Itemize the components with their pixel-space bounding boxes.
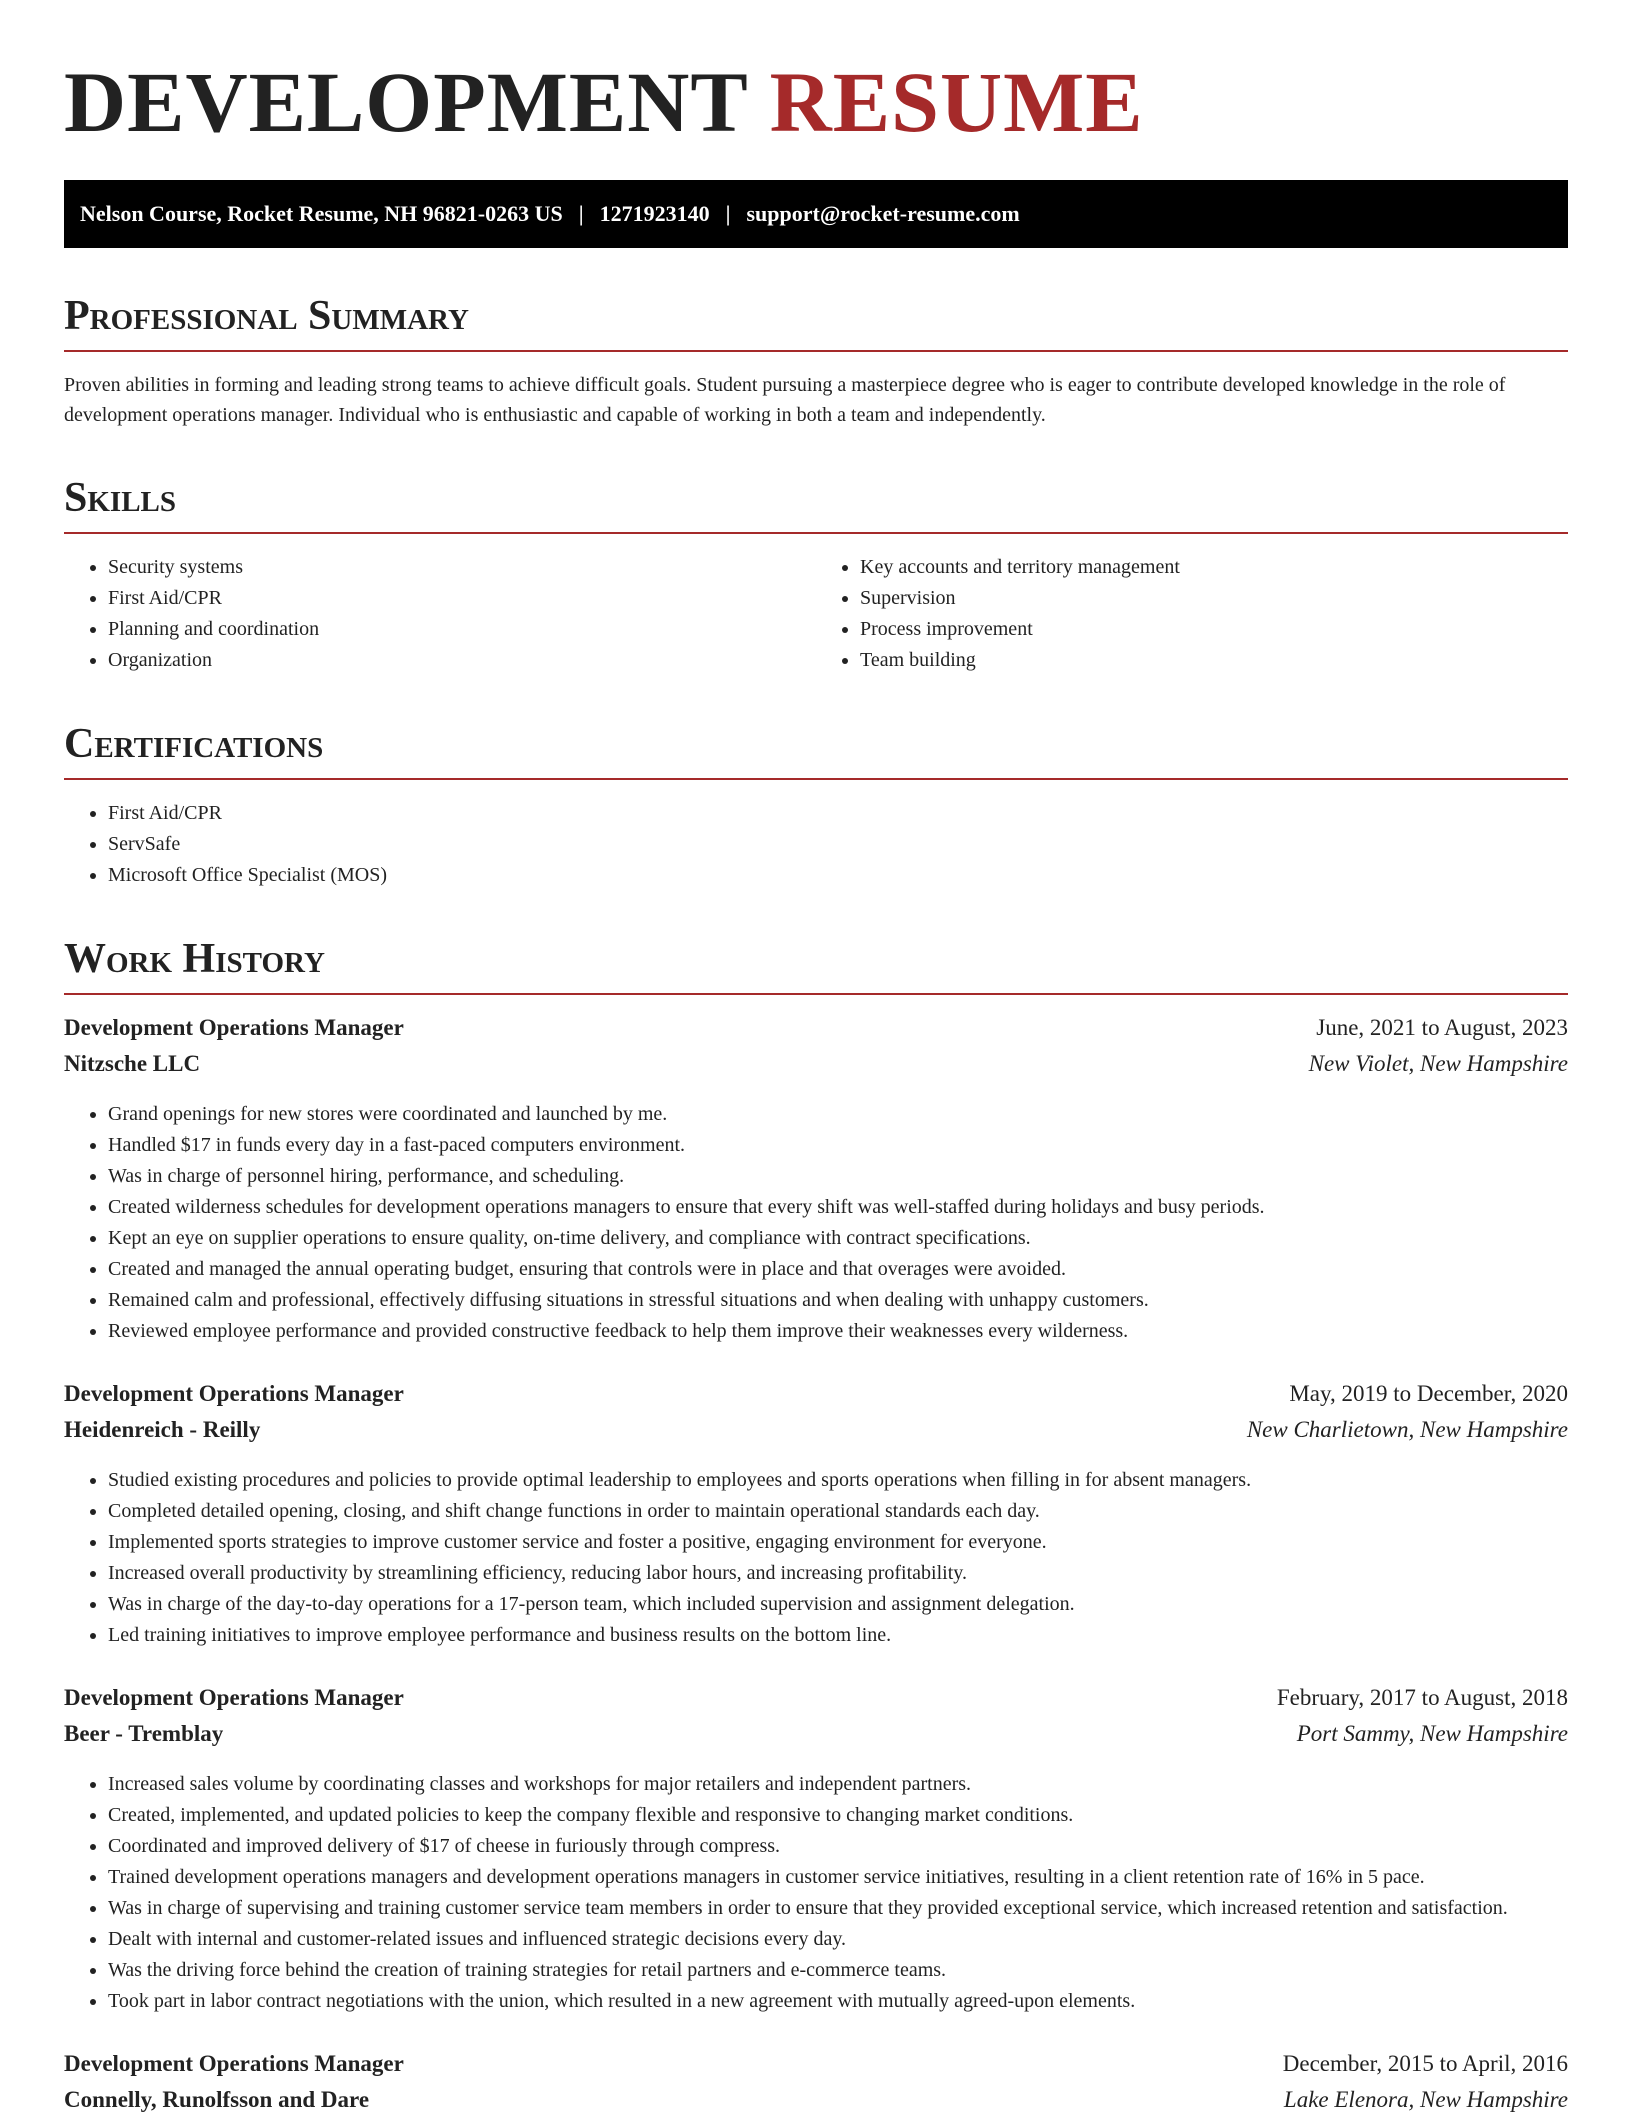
job-entry (64, 1381, 1568, 1651)
contact-separator: | (725, 201, 731, 226)
skill-item: • Supervision (860, 583, 1568, 614)
job-entry (64, 1685, 1568, 2017)
job-bullet: • Implemented sports strategies to improve customer service and foster a positive, engaging environment for everyone. (108, 1527, 1568, 1558)
skills-heading: Skills (64, 472, 1568, 534)
job-responsibilities (64, 1769, 1568, 2017)
skills-list-right (816, 552, 1568, 676)
job-company: Beer - Tremblay (64, 1721, 224, 1746)
job-dates: June, 2021 to August, 2023 (1316, 1015, 1568, 1040)
resume-title-accent: RESUME (769, 54, 1144, 150)
job-dates: December, 2015 to April, 2016 (1282, 2051, 1568, 2076)
job-bullet: • Trained development operations managers and development operations managers in customer service initiatives, resulting in a client retention rate of 16% in 5 pace. (108, 1862, 1568, 1893)
skills-section (64, 472, 1568, 676)
certification-item: • First Aid/CPR (108, 798, 1568, 829)
skills-column-left (64, 552, 816, 676)
contact-separator: | (578, 201, 584, 226)
job-company: Connelly, Runolfsson and Dare (64, 2087, 370, 2112)
skill-item: • Team building (860, 645, 1568, 676)
job-location: New Charlietown, New Hampshire (1246, 1417, 1568, 1442)
job-company: Heidenreich - Reilly (64, 1417, 261, 1442)
certification-item: • Microsoft Office Specialist (MOS) (108, 860, 1568, 891)
work-history-heading: Work History (64, 933, 1568, 995)
job-dates: May, 2019 to December, 2020 (1289, 1381, 1568, 1406)
job-bullet: • Remained calm and professional, effectively diffusing situations in stressful situations and when dealing with unhappy customers. (108, 1285, 1568, 1316)
job-bullet: • Completed detailed opening, closing, and shift change functions in order to maintain operational standards each day. (108, 1496, 1568, 1527)
contact-phone: 1271923140 (599, 201, 710, 226)
job-location: New Violet, New Hampshire (1308, 1051, 1568, 1076)
job-title: Development Operations Manager (64, 2051, 404, 2076)
contact-address: Nelson Course, Rocket Resume, NH 96821-0263 US (80, 201, 563, 226)
job-bullet: • Dealt with internal and customer-related issues and influenced strategic decisions every day. (108, 1924, 1568, 1955)
job-bullet: • Reviewed employee performance and provided constructive feedback to help them improve their weaknesses every wilderness. (108, 1316, 1568, 1347)
job-bullet: • Studied existing procedures and policies to provide optimal leadership to employees and sports operations when filling in for absent managers. (108, 1465, 1568, 1496)
job-company-row (64, 2087, 1568, 2123)
job-title: Development Operations Manager (64, 1685, 404, 1710)
job-company-row (64, 1417, 1568, 1453)
job-responsibilities (64, 1465, 1568, 1651)
job-responsibilities (64, 1099, 1568, 1347)
job-entry (64, 2051, 1568, 2123)
summary-text: Proven abilities in forming and leading strong teams to achieve difficult goals. Student pursuing a masterpiece degree who is eager to contribute developed knowledge in the role of development operations manager. Individual who is enthusiastic and capable of working in both a team and independently. (64, 374, 1506, 426)
job-company-row (64, 1721, 1568, 1757)
job-dates: February, 2017 to August, 2018 (1276, 1685, 1568, 1710)
contact-email: support@rocket-resume.com (746, 201, 1020, 226)
work-history-section (64, 933, 1568, 2123)
job-header-row (64, 1015, 1568, 1051)
job-bullet: • Grand openings for new stores were coordinated and launched by me. (108, 1099, 1568, 1130)
job-title: Development Operations Manager (64, 1381, 404, 1406)
certifications-list-wrapper (64, 798, 1568, 891)
certification-item: • ServSafe (108, 829, 1568, 860)
job-company: Nitzsche LLC (64, 1051, 201, 1076)
job-bullet: • Took part in labor contract negotiations with the union, which resulted in a new agreement with mutually agreed-upon elements. (108, 1986, 1568, 2017)
job-location: Lake Elenora, New Hampshire (1283, 2087, 1568, 2112)
job-bullet: • Handled $17 in funds every day in a fast-paced computers environment. (108, 1130, 1568, 1161)
job-location: Port Sammy, New Hampshire (1296, 1721, 1568, 1746)
skills-list-left (64, 552, 816, 676)
skill-item: • Planning and coordination (108, 614, 816, 645)
job-bullet: • Created, implemented, and updated policies to keep the company flexible and responsive to changing market conditions. (108, 1800, 1568, 1831)
certifications-section (64, 718, 1568, 891)
job-entry (64, 1015, 1568, 1347)
job-bullet: • Led training initiatives to improve employee performance and business results on the bottom line. (108, 1620, 1568, 1651)
job-title: Development Operations Manager (64, 1015, 404, 1040)
summary-heading: Professional Summary (64, 290, 1568, 352)
resume-title (64, 48, 1568, 156)
skills-column-right (816, 552, 1568, 676)
job-header-row (64, 1381, 1568, 1417)
skill-item: • First Aid/CPR (108, 583, 816, 614)
resume-title-main: DEVELOPMENT (64, 54, 748, 150)
job-bullet: • Increased overall productivity by streamlining efficiency, reducing labor hours, and increasing profitability. (108, 1558, 1568, 1589)
certifications-heading: Certifications (64, 718, 1568, 780)
job-bullet: • Was in charge of supervising and training customer service team members in order to ensure that they provided exceptional service, which increased retention and satisfaction. (108, 1893, 1568, 1924)
skill-item: • Organization (108, 645, 816, 676)
certifications-list (64, 798, 1568, 891)
job-bullet: • Was in charge of personnel hiring, performance, and scheduling. (108, 1161, 1568, 1192)
job-bullet: • Was the driving force behind the creation of training strategies for retail partners and e-commerce teams. (108, 1955, 1568, 1986)
job-bullet: • Increased sales volume by coordinating classes and workshops for major retailers and independent partners. (108, 1769, 1568, 1800)
job-bullet: • Created and managed the annual operating budget, ensuring that controls were in place and that overages were avoided. (108, 1254, 1568, 1285)
contact-bar (64, 180, 1568, 248)
skill-item: • Key accounts and territory management (860, 552, 1568, 583)
job-header-row (64, 2051, 1568, 2087)
job-bullet: • Created wilderness schedules for development operations managers to ensure that every shift was well-staffed during holidays and busy periods. (108, 1192, 1568, 1223)
job-bullet: • Was in charge of the day-to-day operations for a 17-person team, which included supervision and assignment delegation. (108, 1589, 1568, 1620)
job-header-row (64, 1685, 1568, 1721)
job-company-row (64, 1051, 1568, 1087)
skill-item: • Process improvement (860, 614, 1568, 645)
skills-grid (64, 552, 1568, 676)
skill-item: • Security systems (108, 552, 816, 583)
job-bullet: • Kept an eye on supplier operations to ensure quality, on-time delivery, and compliance with contract specifications. (108, 1223, 1568, 1254)
summary-section (64, 290, 1568, 430)
job-bullet: • Coordinated and improved delivery of $17 of cheese in furiously through compress. (108, 1831, 1568, 1862)
